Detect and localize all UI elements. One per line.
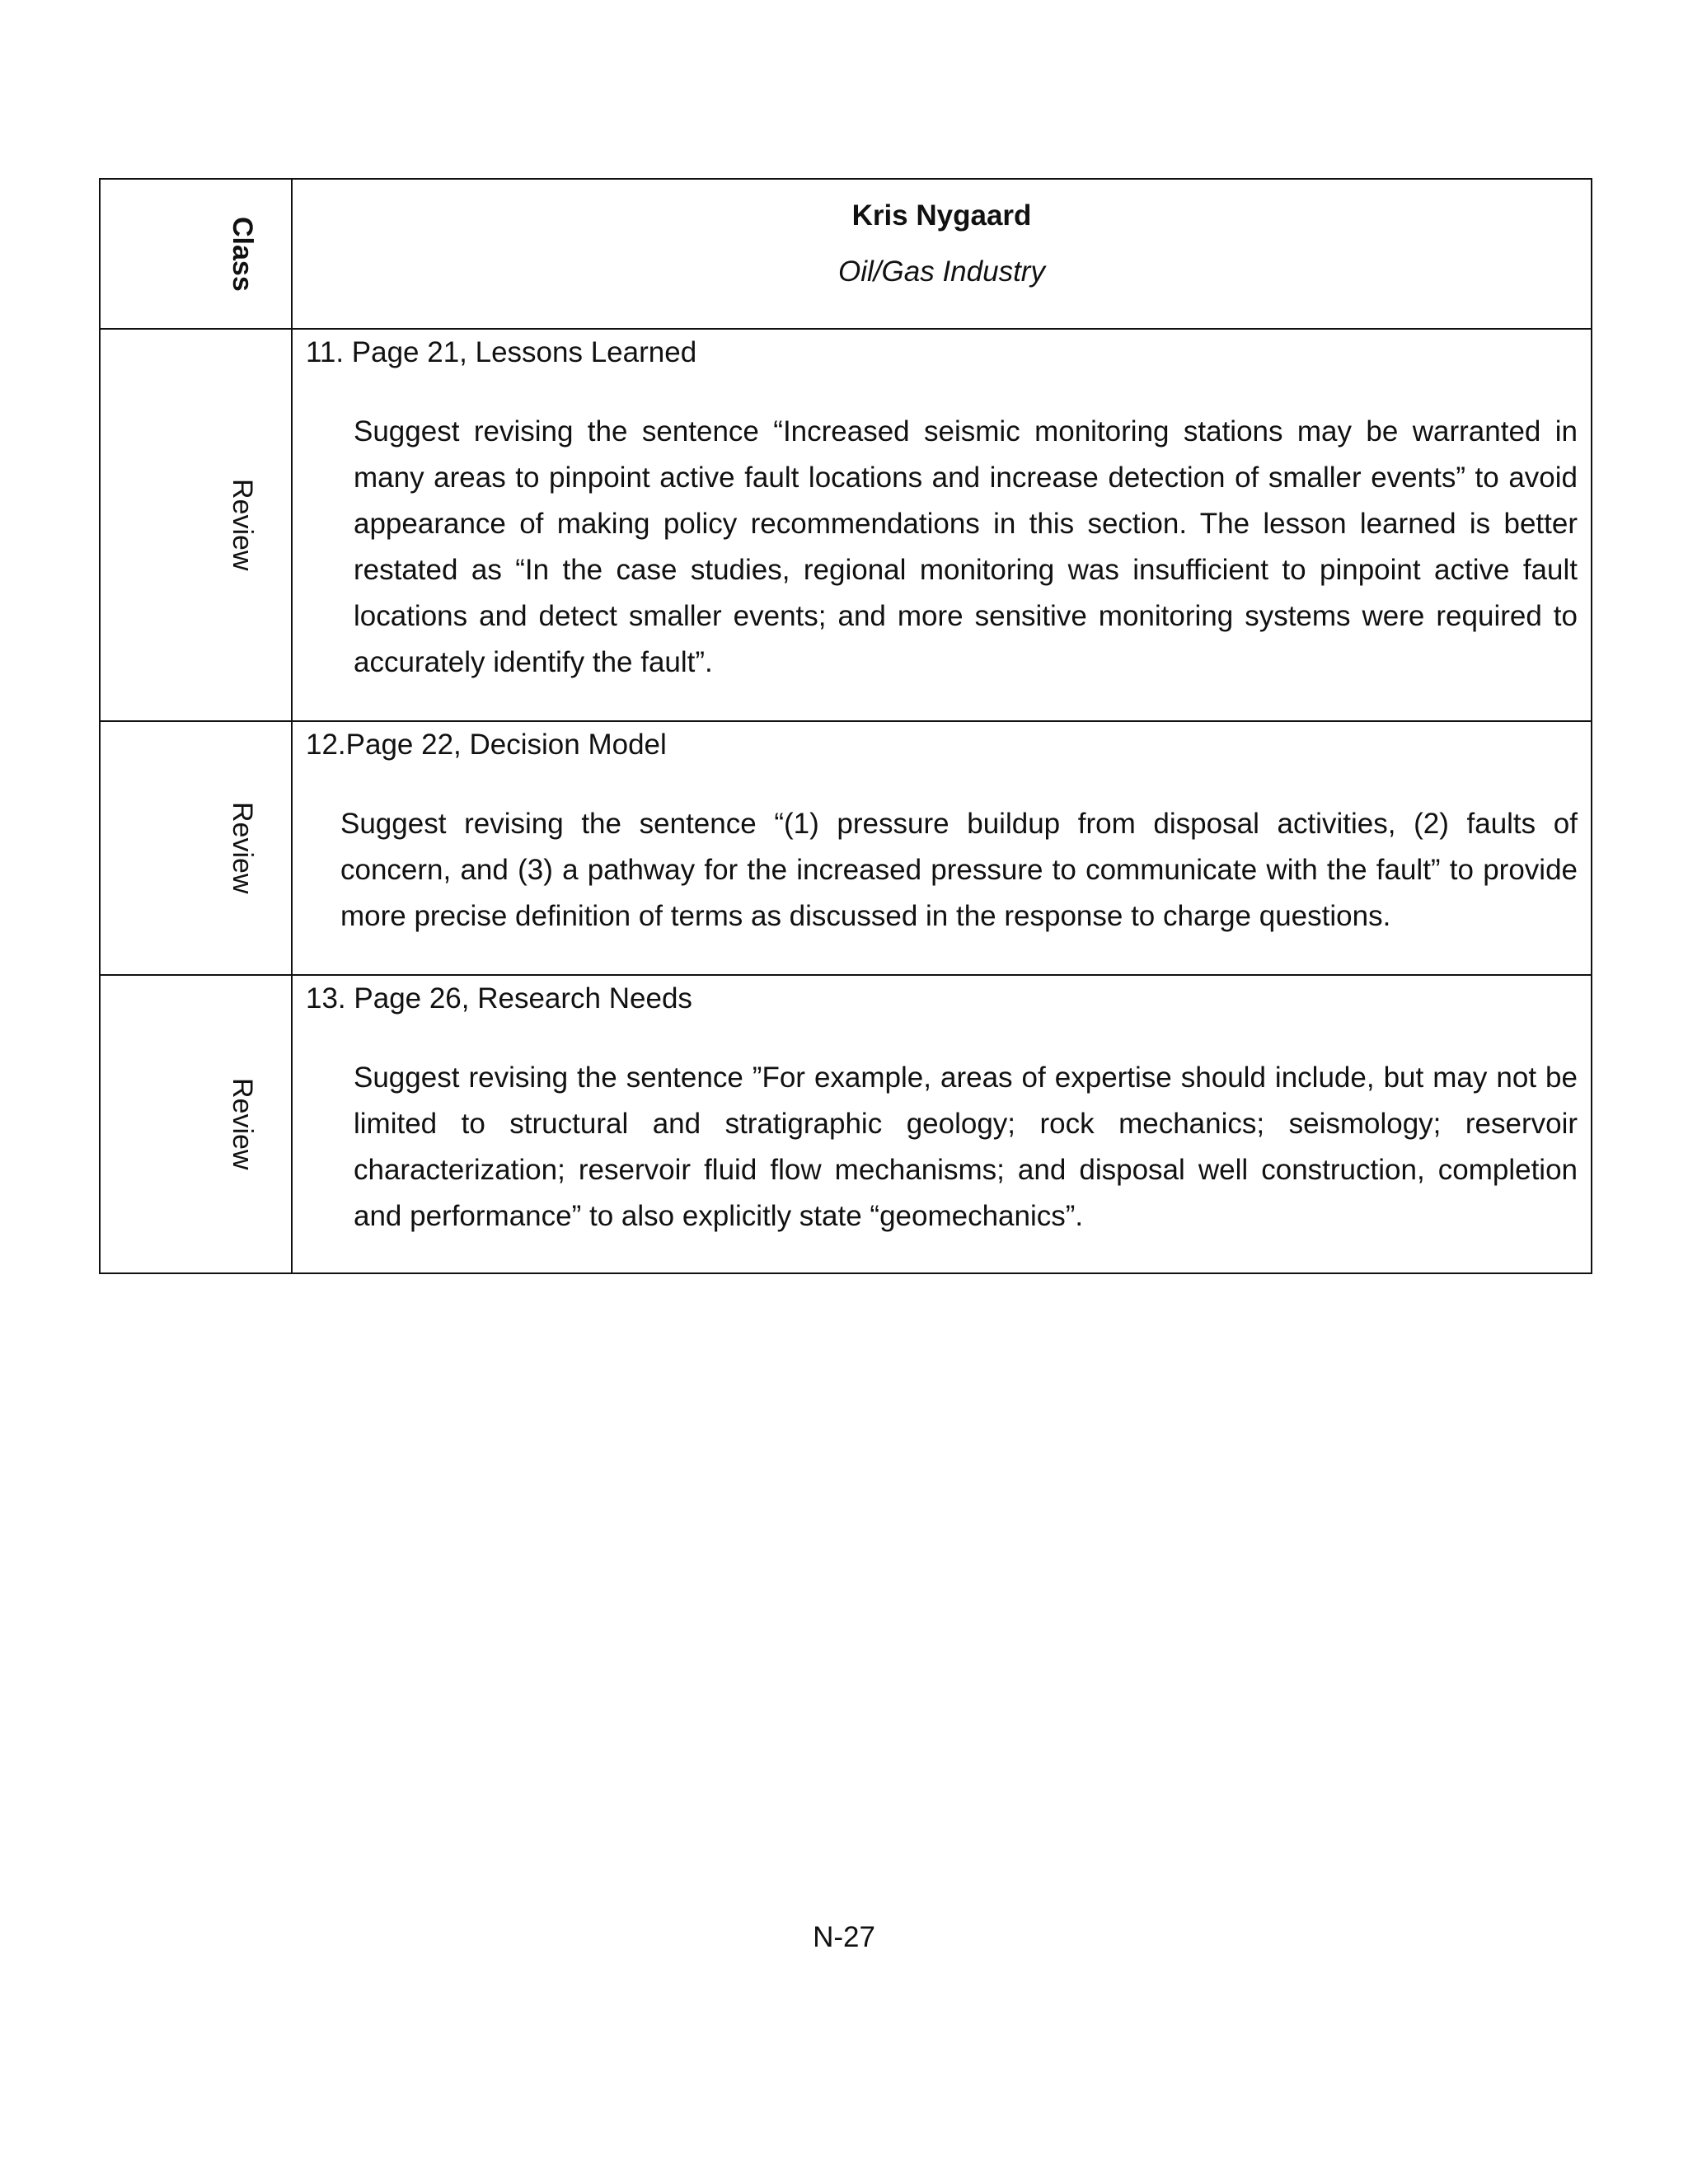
comment-cell [292, 329, 1592, 721]
table-row [100, 721, 1592, 975]
comment-heading: 11. Page 21, Lessons Learned [306, 336, 697, 368]
review-label-cell [100, 721, 292, 975]
reviewer-info [293, 180, 1591, 292]
comment-cell [292, 975, 1592, 1273]
table-row [100, 329, 1592, 721]
reviewer-header-cell [292, 179, 1592, 329]
class-label: Class [227, 216, 258, 292]
review-label: Review [227, 479, 258, 571]
comment-heading: 13. Page 26, Research Needs [306, 982, 692, 1015]
review-label-cell [100, 975, 292, 1273]
table-row [100, 975, 1592, 1273]
class-header-cell [100, 179, 292, 329]
review-label-wrap [222, 722, 263, 974]
review-label-wrap [222, 330, 263, 720]
review-label-cell [100, 329, 292, 721]
reviewer-affiliation: Oil/Gas Industry [838, 255, 1045, 288]
table-header-row [100, 179, 1592, 329]
review-label: Review [227, 1078, 258, 1170]
review-comments-table [99, 178, 1592, 1274]
page-number: N-27 [813, 1921, 875, 1953]
comment-cell [292, 721, 1592, 975]
comment-heading: 12.Page 22, Decision Model [306, 729, 667, 761]
comment-body: Suggest revising the sentence “Increased seismic monitoring stations may be warranted in many areas to pinpoint active fault locations and increase detection of smaller events” to avoid appearance of making policy recommendations in this section. The lesson learned is better restated as “In the case studies, regional monitoring was insufficient to pinpoint active fault locations and detect smaller events; and more sensitive monitoring systems were required to accurately identify the fault”. [354, 415, 1578, 678]
comment-body: Suggest revising the sentence “(1) pressure buildup from disposal activities, (2) faults of concern, and (3) a pathway for the increased pressure to communicate with the fault” to provide more precise definition of terms as discussed in the response to charge questions. [340, 808, 1578, 932]
class-label-wrap [222, 180, 263, 328]
reviewer-name: Kris Nygaard [851, 199, 1032, 232]
review-label: Review [227, 802, 258, 894]
comment-body: Suggest revising the sentence ”For example, areas of expertise should include, but may not be limited to structural and stratigraphic geology; rock mechanics; seismology; reservoir characterization; reservoir fluid flow mechanisms; and disposal well construction, completion and performance” to also explicitly state “geomechanics”. [354, 1062, 1578, 1232]
review-label-wrap [222, 976, 263, 1272]
